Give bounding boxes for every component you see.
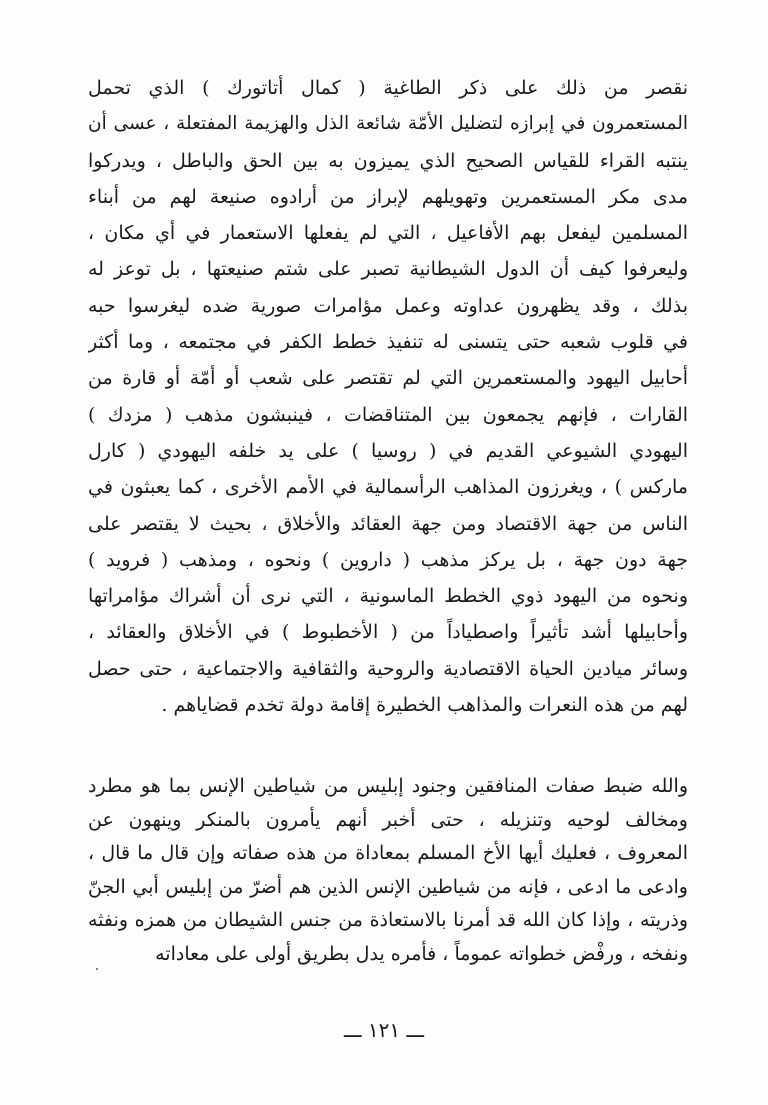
text-line: ونفخه ، ورفْض خطواته عموماً ، فأمره يدل بطريق أولى على معاداته: [155, 942, 688, 965]
text-line: مدى مكر المستعمرين وتهويلهم لإبراز من أرادوه صنيعة لهم من أبناء: [88, 185, 688, 208]
text-line: جهة دون جهة ، بل يركز مذهب ( داروين ) ونحوه ، ومذهب ( فرويد ): [88, 548, 688, 571]
text-line: وليعرفوا كيف أن الدول الشيطانية تصبر على شتم صنيعتها ، بل توعز له: [88, 258, 688, 281]
text-line: وسائر ميادين الحياة الاقتصادية والروحية والثقافية والاجتماعية ، حتى حصل: [88, 657, 688, 680]
text-line: ينتبه القراء للقياس الصحيح الذي يميزون به بين الحق والباطل ، ويدركوا: [88, 149, 688, 172]
text-line: الناس من جهة الاقتصاد ومن جهة العقائد والأخلاق ، بحيث لا يقتصر على: [88, 512, 688, 535]
paragraph-1: [88, 70, 688, 723]
text-line: اليهودي الشيوعي القديم في ( روسيا ) على يد خلفه اليهودي ( كارل: [88, 439, 688, 462]
text-line: وأحابيلها أشد تأثيراً واصطياداً من ( الأخطبوط ) في الأخلاق والعقائد ،: [88, 621, 688, 644]
scan-speck: [96, 968, 98, 970]
text-line: المسلمين ليفعل بهم الأفاعيل ، التي لم يفعلها الاستعمار في أي مكان ،: [88, 222, 688, 245]
text-line: المعروف ، فعليك أيها الأخ المسلم بمعاداة من هذه صفاته وإن قال ما قال ،: [88, 842, 688, 864]
text-line: لهم من هذه النعرات والمذاهب الخطيرة إقامة دولة تخدم قضاياهم .: [161, 694, 688, 717]
text-line: ومخالف لوحيه وتنزيله ، حتى أخبر أنهم يأمرون بالمنكر وينهون عن: [88, 808, 688, 831]
page-number: ـــ ١٢١ ـــ: [343, 1018, 425, 1042]
text-line: في قلوب شعبه حتى يتسنى له تنفيذ خطط الكفر في مجتمعه ، وما أكثر: [88, 331, 688, 354]
text-line: أحابيل اليهود والمستعمرين التي لم تقتصر على شعب أو أمّة أو قارة من: [88, 367, 688, 390]
text-line: نقصر من ذلك على ذكر الطاغية ( كمال أتاتورك ) الذي تحمل: [88, 77, 688, 99]
text-line: المستعمرون في إبرازه لتضليل الأمّة شائعة الذل والهزيمة المفتعلة ، عسى أن: [88, 113, 688, 135]
text-line: وادعى ما ادعى ، فإنه من شياطين الإنس الذين هم أضرّ من إبليس أبي الجنّ: [88, 875, 688, 898]
text-line: القارات ، فإنهم يجمعون بين المتناقضات ، فينبشون مذهب ( مزدك ): [88, 403, 688, 426]
text-line: ونحوه من اليهود ذوي الخطط الماسونية ، التي نرى أن أشراك مؤامراتها: [88, 585, 688, 608]
text-line: ماركس ) ، ويغرزون المذاهب الرأسمالية في الأمم الأخرى ، كما يعبثون في: [88, 476, 688, 499]
text-line: والله ضبط صفات المنافقين وجنود إبليس من شياطين الإنس بما هو مطرد: [88, 775, 688, 797]
text-line: وذريته ، وإذا كان الله قد أمرنا بالاستعاذة من جنس الشيطان من همزه ونفثه: [88, 909, 688, 931]
paragraph-2: [88, 770, 688, 971]
text-line: بذلك ، وقد يظهرون عداوته وعمل مؤامرات صورية ضده ليغرسوا حبه: [88, 294, 688, 317]
